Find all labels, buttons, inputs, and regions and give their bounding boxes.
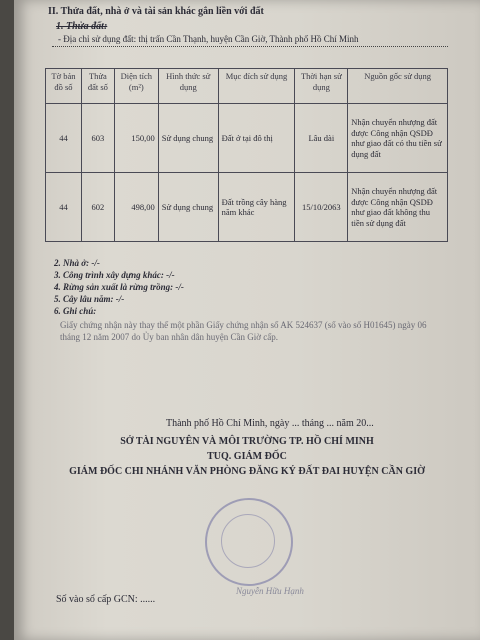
header-cell: Tờ bản đồ số	[46, 69, 82, 104]
signatory-authorization: TUQ. GIÁM ĐỐC	[207, 451, 287, 462]
header-cell: Nguồn gốc sử dụng	[348, 69, 448, 104]
item-notes: 6. Ghi chú:	[54, 306, 97, 316]
note-text: Giấy chứng nhận này thay thế một phần Giấy chứng nhận số AK 524637 (số vào số H01645) ngày 06 tháng 12 năm 2007 do Ủy ban nhân dân huyện Cần Giờ cấp.	[60, 320, 427, 342]
official-seal-inner	[221, 514, 275, 568]
table-cell: 603	[81, 104, 114, 173]
header-cell: Diện tích (m²)	[114, 69, 158, 104]
header-cell: Mục đích sử dụng	[218, 69, 295, 104]
table-cell: Sử dụng chung	[158, 173, 218, 242]
table-cell: Nhận chuyển nhượng đất được Công nhận QSDĐ như giao đất không thu tiền sử dụng đất	[348, 173, 448, 242]
subsection-land: 1. Thửa đất:	[56, 21, 108, 32]
table-cell: Nhận chuyển nhượng đất được Công nhận QSDĐ như giao đất có thu tiền sử dụng đất	[348, 104, 448, 173]
registry-number: Số vào sổ cấp GCN: ......	[56, 594, 156, 605]
signatory-department: SỞ TÀI NGUYÊN VÀ MÔI TRƯỜNG TP. HỒ CHÍ MINH	[120, 436, 374, 447]
item-forest: 4. Rừng sản xuất là rừng trồng: -/-	[54, 282, 184, 292]
table-cell: Lâu dài	[295, 104, 348, 173]
header-cell: Hình thức sử dụng	[158, 69, 218, 104]
address-label: - Địa chỉ sử dụng đất:	[58, 34, 137, 44]
land-table	[45, 68, 448, 242]
item-house: 2. Nhà ở: -/-	[54, 258, 100, 268]
table-cell: 44	[46, 104, 82, 173]
date-line: Thành phố Hồ Chí Minh, ngày ... tháng ... năm 20...	[166, 418, 374, 429]
section-title: II. Thửa đất, nhà ở và tài sản khác gắn liền với đất	[48, 6, 264, 17]
table-cell: Đất ở tại đô thị	[218, 104, 295, 173]
table-cell: Sử dụng chung	[158, 104, 218, 173]
table-cell: 498,00	[114, 173, 158, 242]
table-header-row	[46, 69, 448, 104]
table-cell: 150,00	[114, 104, 158, 173]
table-row	[46, 104, 448, 173]
item-perennial: 5. Cây lâu năm: -/-	[54, 294, 125, 304]
signatory-title: GIÁM ĐỐC CHI NHÁNH VĂN PHÒNG ĐĂNG KÝ ĐẤT ĐAI HUYỆN CẦN GIỜ	[69, 466, 425, 477]
header-cell: Thời hạn sử dụng	[295, 69, 348, 104]
table-cell: 44	[46, 173, 82, 242]
address-line	[58, 34, 359, 44]
address-value: thị trấn Cần Thạnh, huyện Cần Giờ, Thành phố Hồ Chí Minh	[138, 34, 359, 44]
table-cell: 15/10/2063	[295, 173, 348, 242]
header-cell: Thửa đất số	[81, 69, 114, 104]
item-construction: 3. Công trình xây dựng khác: -/-	[54, 270, 175, 280]
table-row	[46, 173, 448, 242]
table-cell: Đất trồng cây hàng năm khác	[218, 173, 295, 242]
signer-name: Nguyễn Hữu Hạnh	[236, 586, 304, 596]
table-cell: 602	[81, 173, 114, 242]
address-underline	[52, 46, 448, 47]
